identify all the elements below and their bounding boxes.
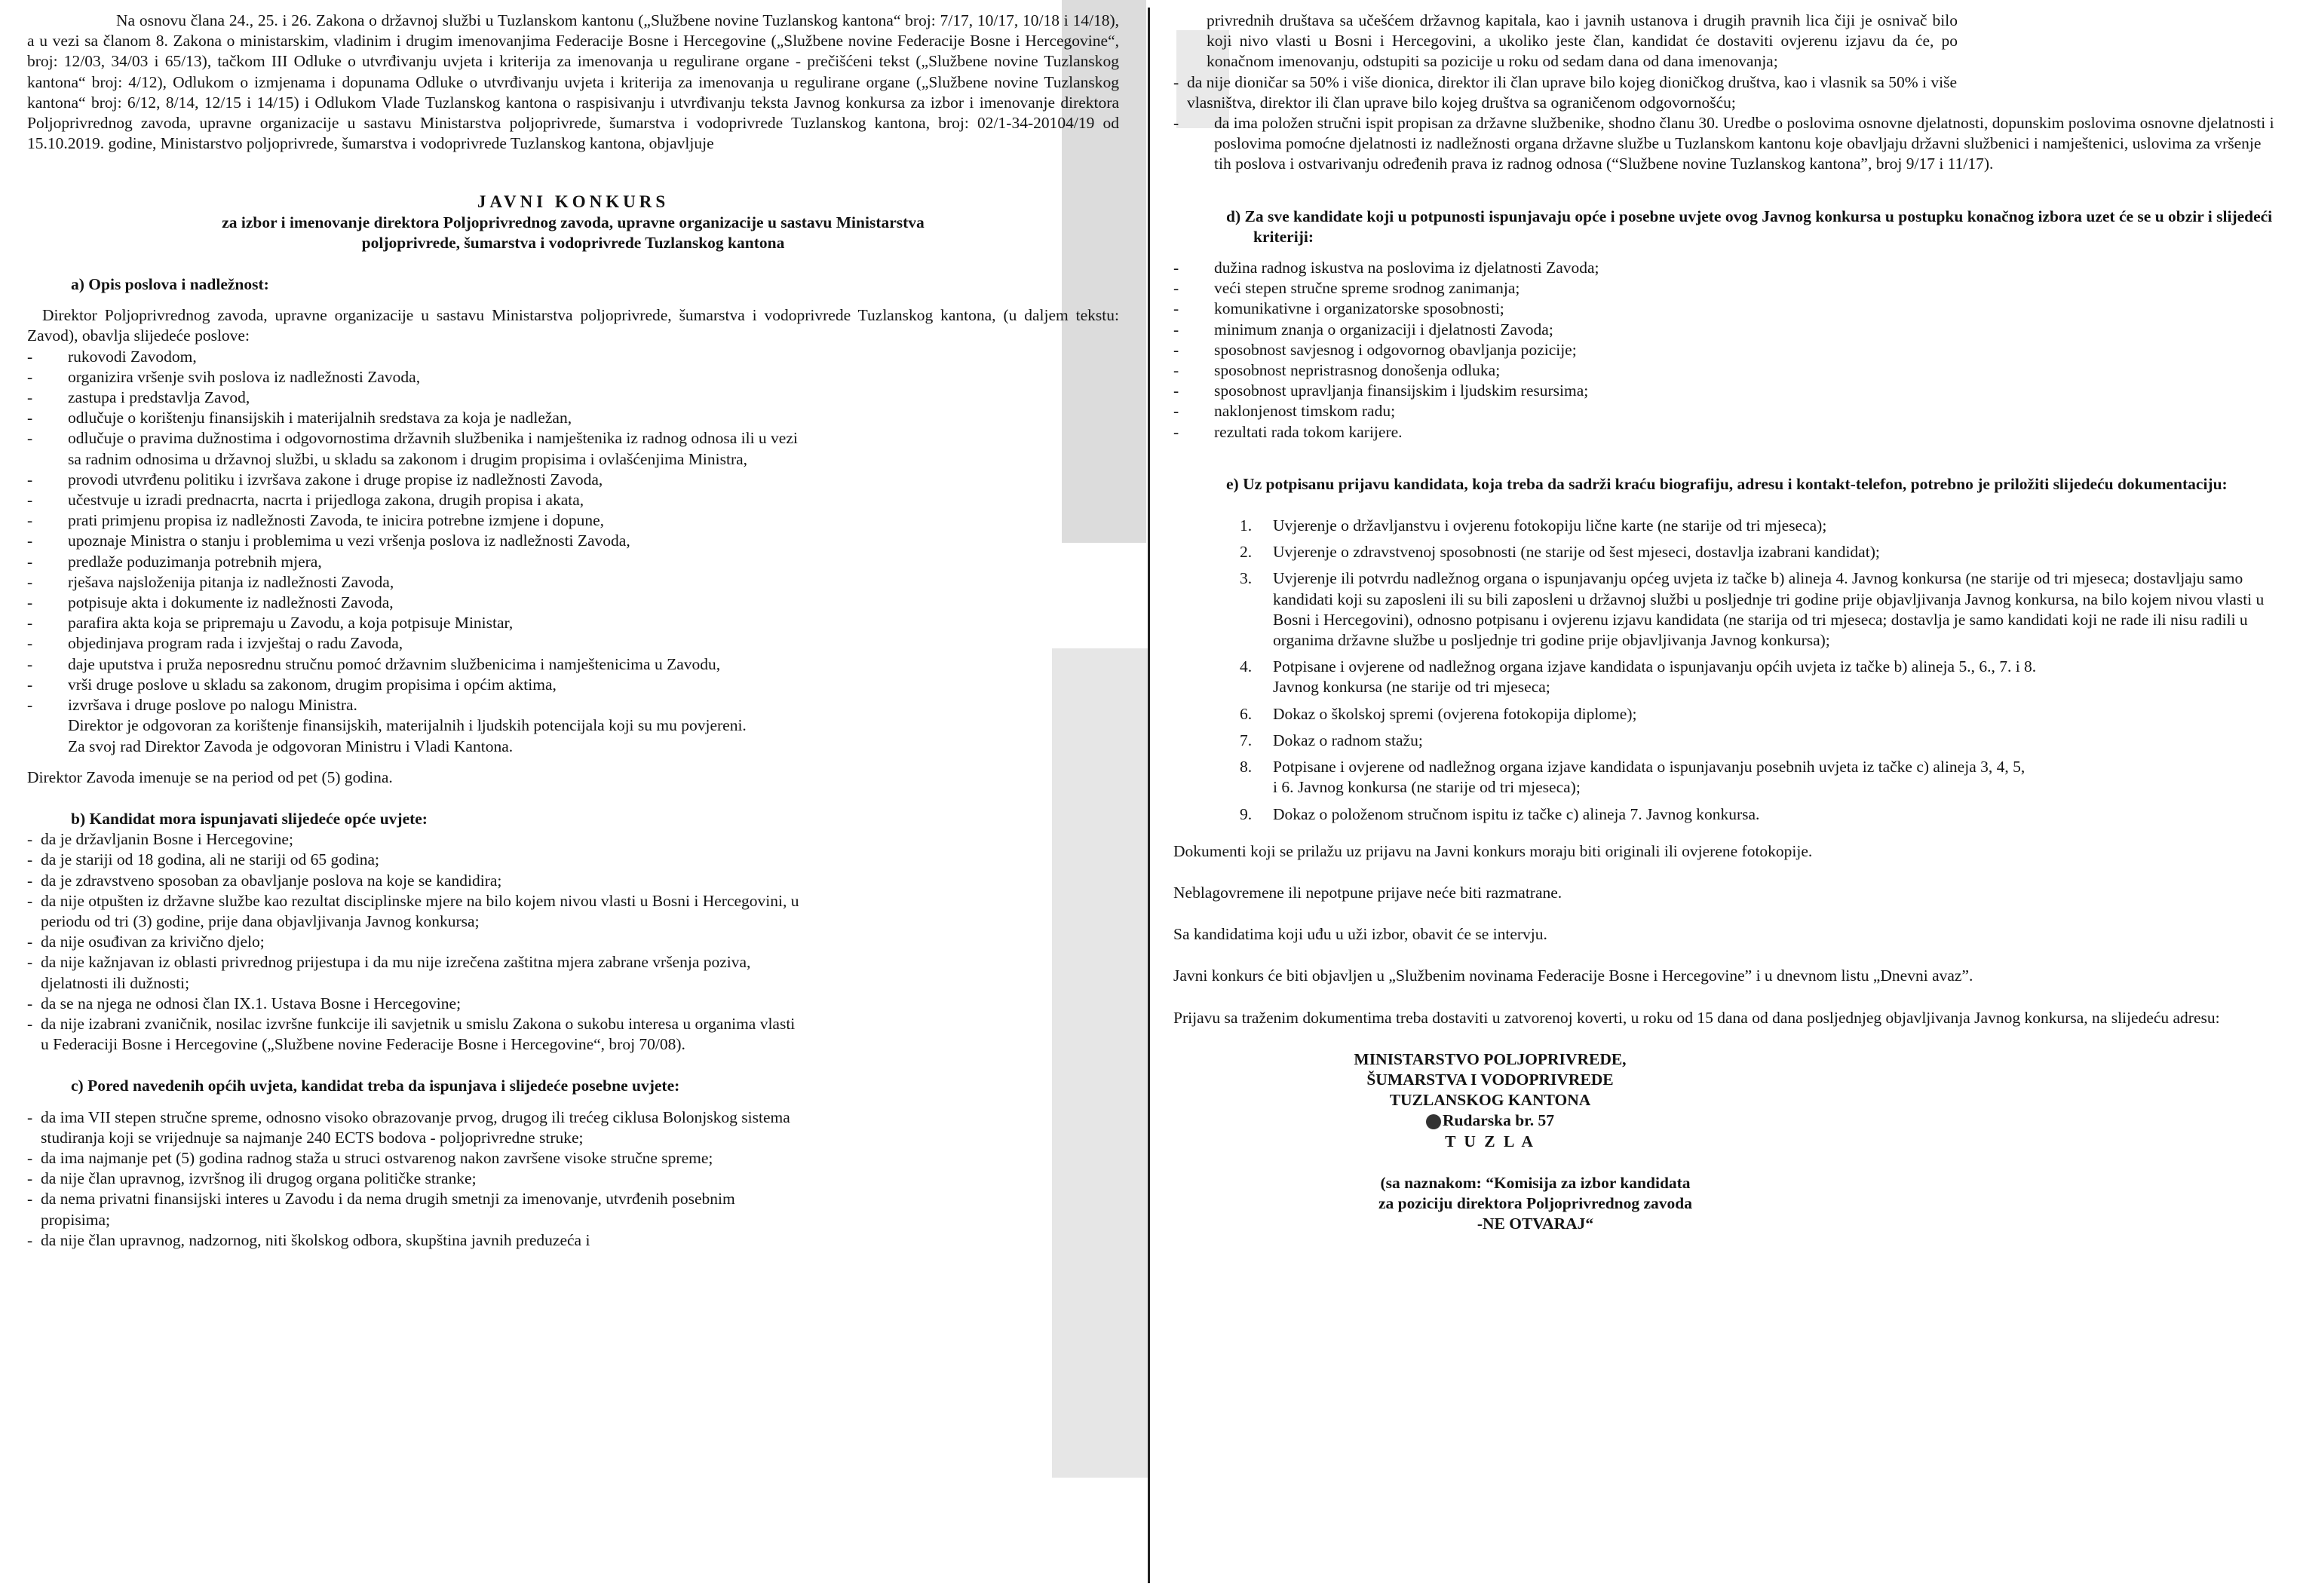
list-item: - rješava najsloženija pitanja iz nadležnosti Zavoda, — [27, 572, 1119, 593]
list-item: - da se na njega ne odnosi član IX.1. Ustava Bosne i Hercegovine; — [27, 994, 802, 1014]
list-item: - naklonjenost timskom radu; — [1173, 401, 2282, 421]
section-c-heading: c) Pored navedenih općih uvjeta, kandidat treba da ispunjava i slijedeće posebne uvjete: — [71, 1077, 680, 1095]
list-item: - parafira akta koja se pripremaju u Zavodu, a koja potpisuje Ministar, — [27, 613, 1119, 633]
list-item: - veći stepen stručne spreme srodnog zanimanja; — [1173, 278, 2282, 299]
intro-paragraph: Na osnovu člana 24., 25. i 26. Zakona o državnoj službi u Tuzlanskom kantonu („Službene novine Tuzlanskog kantona“ broj: 7/17, 10/17, 10/18 i 14/18), a u vezi sa članom 8. Zakona o ministarskim, vladinim i drugim imenovanjima Federacije Bosne i Hercegovine („Službene novine Federacije Bosne i Hercegovine“, broj: 12/03, 34/03 i 65/13), tačkom III Odluke o utvrđivanju uvjeta i kriterija za imenovanja u regulirane organe - prečišćeni tekst („Službene novine Tuzlanskog kantona“ broj: 4/12), Odlukom o izmjenama i dopunama Odluke o utvrđivanju uvjeta i kriterija za imenovanja u regulirane organe („Službene novine Tuzlanskog kantona“ broj: 6/12, 8/14, 12/15 i 14/15) i Odlukom Vlade Tuzlanskog kantona o raspisivanju i utvrđivanju teksta Javnog konkursa za izbor i imenovanje direktora Poljoprivrednog zavoda, upravne organizacije u sastavu Ministarstva poljoprivrede, šumarstva i vodoprivrede Tuzlanskog kantona, broj: 02/1-34-20104/19 od 15.10.2019. godine, Ministarstvo poljoprivrede, šumarstva i vodoprivrede Tuzlanskog kantona, objavljuje — [27, 11, 1119, 153]
list-item: - sposobnost nepristrasnog donošenja odluka; — [1173, 360, 2282, 381]
list-item: - da nije dioničar sa 50% i više dionica, direktor ili član uprave bilo kojeg dioničkog društva, kao i vlasnik sa 50% i više vlasništva, direktor ili član uprave bilo kojeg društva sa ograničenom odgovornošću; — [1173, 72, 2282, 113]
list-item: - rezultati rada tokom karijere. — [1173, 422, 2282, 443]
list-item — [1240, 542, 2282, 562]
publication-note: Javni konkurs će biti objavljen u „Službenim novinama Federacije Bosne i Hercegovine” i u dnevnom listu „Dnevni avaz”. — [1173, 966, 1973, 985]
section-d-heading: d) Za sve kandidate koji u potpunosti ispunjavaju opće i posebne uvjete ovog Javnog konkursa u postupku konačnog izbora uzet će se u obzir i slijedeći kriteriji: — [1226, 207, 2273, 246]
announcement-subtitle: za izbor i imenovanje direktora Poljoprivrednog zavoda, upravne organizacije u sastavu Ministarstva poljoprivrede, šumarstva i vodoprivrede Tuzlanskog kantona — [222, 213, 925, 252]
address-line: MINISTARSTVO POLJOPRIVREDE, — [1354, 1049, 1627, 1068]
address-line: T U Z L A — [1445, 1132, 1535, 1150]
list-item — [1240, 757, 2282, 798]
right-column — [1173, 11, 2282, 1234]
list-item: - da ima najmanje pet (5) godina radnog staža u struci ostvarenog nakon završene visoke stručne spreme; — [27, 1148, 802, 1169]
list-item: - vrši druge poslove u skladu sa zakonom, drugim propisima i općim aktima, — [27, 675, 1119, 695]
stamp-mark — [1426, 1114, 1441, 1129]
list-item: - predlaže poduzimanja potrebnih mjera, — [27, 552, 1119, 572]
item-number: 2. — [1240, 543, 1253, 562]
list-item: - da ima VII stepen stručne spreme, odnosno visoko obrazovanje prvog, drugog ili trećeg ciklusa Bolonjskog sistema studiranja koji se vrijednuje sa najmanje 240 ECTS bodova - poljoprivredne struke; — [27, 1107, 802, 1148]
special-conditions-list — [27, 1107, 1119, 1251]
item-number: 9. — [1240, 804, 1253, 823]
item-text: Uvjerenje o državljanstvu i ovjerenu fotokopiju lične karte (ne starije od tri mjeseca); — [1273, 516, 1827, 535]
list-item: - da je stariji od 18 godina, ali ne stariji od 65 godina; — [27, 850, 802, 870]
documents-list — [1240, 516, 2282, 825]
item-number: 7. — [1240, 731, 1253, 749]
list-item: - da je zdravstveno sposoban za obavljanje poslova na koje se kandidira; — [27, 871, 802, 891]
list-item: - da nije kažnjavan iz oblasti privrednog prijestupa i da mu nije izrečena zaštitna mjera zabrane vršenja poziva, djelatnosti ili dužnosti; — [27, 952, 802, 993]
section-c-continuation: privrednih društava sa učešćem državnog kapitala, kao i javnih ustanova i drugih pravnih lica čiji je osnivač bilo koji nivo vlasti u Bosni i Hercegovini, a ukoliko jeste član, kandidat će dostaviti ovjerenu izjavu da će, po konačnom imenovanju, odstupiti sa pozicije u roku od sedam dana od dana imenovanja; — [1207, 11, 1958, 71]
address-line: ŠUMARSTVA I VODOPRIVREDE — [1366, 1070, 1614, 1089]
list-item: - da nije izabrani zvaničnik, nosilac izvršne funkcije ili savjetnik u smislu Zakona o sukobu interesa u organima vlasti u Federaciji Bosne i Hercegovine („Službene novine Federacije Bosne i Hercegovine“, broj 70/08). — [27, 1014, 802, 1055]
list-item: - rukovodi Zavodom, — [27, 347, 1119, 367]
criteria-list — [1173, 258, 2282, 443]
list-item: - prati primjenu propisa iz nadležnosti Zavoda, te inicira potrebne izmjene i dopune, — [27, 510, 1119, 531]
section-a-heading: a) Opis poslova i nadležnost: — [71, 275, 269, 294]
list-item — [1240, 657, 2282, 697]
list-item — [1240, 568, 2282, 651]
interview-note: Sa kandidatima koji uđu u uži izbor, obavit će se intervju. — [1173, 925, 1547, 944]
list-item: - izvršava i druge poslove po nalogu Ministra. — [27, 695, 1119, 715]
list-item: - učestvuje u izradi prednacrta, nacrta i prijedloga zakona, drugih propisa i akata, — [27, 490, 1119, 510]
list-item: - da nije član upravnog, nadzornog, niti školskog odbora, skupština javnih preduzeća i — [27, 1230, 802, 1251]
item-number: 1. — [1240, 516, 1253, 535]
term-text: Direktor Zavoda imenuje se na period od pet (5) godina. — [27, 767, 393, 786]
list-item: - minimum znanja o organizaciji i djelatnosti Zavoda; — [1173, 320, 2282, 340]
section-e-heading: e) Uz potpisanu prijavu kandidata, koja treba da sadrži kraću biografiju, adresu i kontakt-telefon, potrebno je priložiti slijedeću dokumentaciju: — [1226, 474, 2228, 493]
general-conditions-list — [27, 829, 1119, 1055]
note-line: -NE OTVARAJ“ — [1477, 1215, 1594, 1233]
section-b-heading: b) Kandidat mora ispunjavati slijedeće opće uvjete: — [71, 809, 428, 828]
list-item — [1240, 804, 2282, 825]
list-item: - zastupa i predstavlja Zavod, — [27, 388, 1119, 408]
announcement-title: JAVNI KONKURS — [477, 192, 670, 212]
list-item — [1240, 731, 2282, 751]
list-item: - sposobnost upravljanja finansijskim i ljudskim resursima; — [1173, 381, 2282, 401]
item-text: Potpisane i ovjerene od nadležnog organa izjave kandidata o ispunjavanju posebnih uvjeta iz tačke c) alineja 3, 4, 5, i 6. Javnog konkursa (ne starije od tri mjeseca); — [1273, 758, 2026, 797]
accountability-text: Za svoj rad Direktor Zavoda je odgovoran Ministru i Vladi Kantona. — [68, 737, 514, 755]
item-number: 8. — [1240, 758, 1253, 777]
list-item — [1240, 704, 2282, 724]
item-text: Potpisane i ovjerene od nadležnog organa izjave kandidata o ispunjavanju općih uvjeta iz tačke b) alineja 5., 6., 7. i 8. Javnog konkursa (ne starije od tri mjeseca; — [1273, 657, 2037, 697]
list-item: - da nije član upravnog, izvršnog ili drugog organa političke stranke; — [27, 1169, 802, 1189]
note-line: (sa naznakom: “Komisija za izbor kandidata — [1380, 1173, 1691, 1192]
list-item: - odlučuje o korištenju finansijskih i materijalnih sredstava za koja je nadležan, — [27, 408, 1119, 428]
item-text: Dokaz o školskoj spremi (ovjerena fotokopija diplome); — [1273, 704, 1637, 723]
address-line: Rudarska br. 57 — [1264, 1110, 1716, 1131]
duties-list — [27, 347, 1119, 716]
submission-note: Prijavu sa traženim dokumentima treba dostaviti u zatvorenoj koverti, u roku od 15 dana od dana posljednjeg objavljivanja Javnog konkursa, na slijedeću adresu: — [1173, 1008, 2220, 1027]
list-item: - komunikativne i organizatorske sposobnosti; — [1173, 299, 2282, 319]
list-item: - dužina radnog iskustva na poslovima iz djelatnosti Zavoda; — [1173, 258, 2282, 278]
item-text: Dokaz o položenom stručnom ispitu iz tačke c) alineja 7. Javnog konkursa. — [1273, 804, 1760, 823]
list-item: - objedinjava program rada i izvještaj o radu Zavoda, — [27, 633, 1119, 654]
list-item — [1240, 516, 2282, 536]
list-item: - upoznaje Ministra o stanju i problemima u vezi vršenja poslova iz nadležnosti Zavoda, — [27, 531, 1119, 551]
list-item: - organizira vršenje svih poslova iz nadležnosti Zavoda, — [27, 367, 1119, 388]
responsibility-text: Direktor je odgovoran za korištenje finansijskih, materijalnih i ljudskih potencijala koji su mu povjereni. — [68, 716, 747, 735]
address-block — [1264, 1049, 1716, 1152]
late-applications-note: Neblagovremene ili nepotpune prijave neće biti razmatrane. — [1173, 883, 1562, 902]
envelope-note — [1309, 1173, 1762, 1235]
left-column — [27, 11, 1119, 1251]
list-item: - da ima položen stručni ispit propisan za državne službenike, shodno članu 30. Uredbe o poslovima osnovne djelatnosti, dopunskim poslovima osnovne djelatnosti i poslovima pomoćne djelatnosti iz nadležnosti organa državne službe u Tuzlanskom kantonu koje obavljaju državni službenici i namještenici, uslovima za vršenje tih poslova i ostvarivanju određenih prava iz radnog odnosa (“Službene novine Tuzlanskog kantona”, broj 9/17 i 11/17). — [1173, 113, 2282, 175]
list-item: - sposobnost savjesnog i odgovornog obavljanja pozicije; — [1173, 340, 2282, 360]
item-text: Dokaz o radnom stažu; — [1273, 731, 1423, 749]
list-item: - da je državljanin Bosne i Hercegovine; — [27, 829, 802, 850]
item-number: 4. — [1240, 657, 1253, 676]
list-item: - odlučuje o pravima dužnostima i odgovornostima državnih službenika i namještenika iz radnog odnosa ili u vezi sa radnim odnosima u državnoj službi, u skladu sa zakonom i drugim propisima i ovlašćenjima Ministra, — [27, 428, 1119, 469]
special-conditions-list-cont — [1173, 72, 2282, 175]
originals-note: Dokumenti koji se prilažu uz prijavu na Javni konkurs moraju biti originali ili ovjerene fotokopije. — [1173, 841, 1813, 860]
section-a-intro: Direktor Poljoprivrednog zavoda, upravne organizacije u sastavu Ministarstva poljoprivrede, šumarstva i vodoprivrede Tuzlanskog kantona, (u daljem tekstu: Zavod), obavlja slijedeće poslove: — [27, 306, 1119, 345]
item-text: Uvjerenje ili potvrdu nadležnog organa o ispunjavanju općeg uvjeta iz tačke b) alineja 4. Javnog konkursa (ne starije od tri mjeseca; dostavljaju samo kandidati koji su zaposleni ili su bili zaposleni u državnoj službi u posljednje tri godine prije objavljivanja Javnog konkursa, na bilo kojem nivou vlasti u Bosni i Hercegovini), odnosno potpisanu i ovjerenu izjavu kandidata (ne starija od tri mjeseca; dostavlja je samo kandidati koji ne rade ili nisu radili u organima državne službe u posljednje tri godine prije objavljivanja Javnog konkursa); — [1273, 569, 2265, 650]
item-number: 3. — [1240, 569, 1253, 588]
item-text: Uvjerenje o zdravstvenoj sposobnosti (ne starije od šest mjeseci, dostavlja izabrani kandidat); — [1273, 543, 1880, 562]
address-line: TUZLANSKOG KANTONA — [1389, 1091, 1591, 1110]
item-number: 6. — [1240, 704, 1253, 723]
note-line: za poziciju direktora Poljoprivrednog zavoda — [1378, 1193, 1693, 1212]
list-item: - da nema privatni finansijski interes u Zavodu i da nema drugih smetnji za imenovanje, utvrđenih posebnim propisima; — [27, 1189, 802, 1230]
list-item: - potpisuje akta i dokumente iz nadležnosti Zavoda, — [27, 593, 1119, 613]
list-item: - daje uputstva i pruža neposrednu stručnu pomoć državnim službenicima i namještenicima u Zavodu, — [27, 654, 1119, 675]
list-item: - da nije osuđivan za krivično djelo; — [27, 932, 802, 952]
list-item: - da nije otpušten iz državne službe kao rezultat disciplinske mjere na bilo kojem nivou vlasti u Bosni i Hercegovini, u periodu od tri (3) godine, prije dana objavljivanja Javnog konkursa; — [27, 891, 802, 932]
list-item: - provodi utvrđenu politiku i izvršava zakone i druge propise iz nadležnosti Zavoda, — [27, 470, 1119, 490]
